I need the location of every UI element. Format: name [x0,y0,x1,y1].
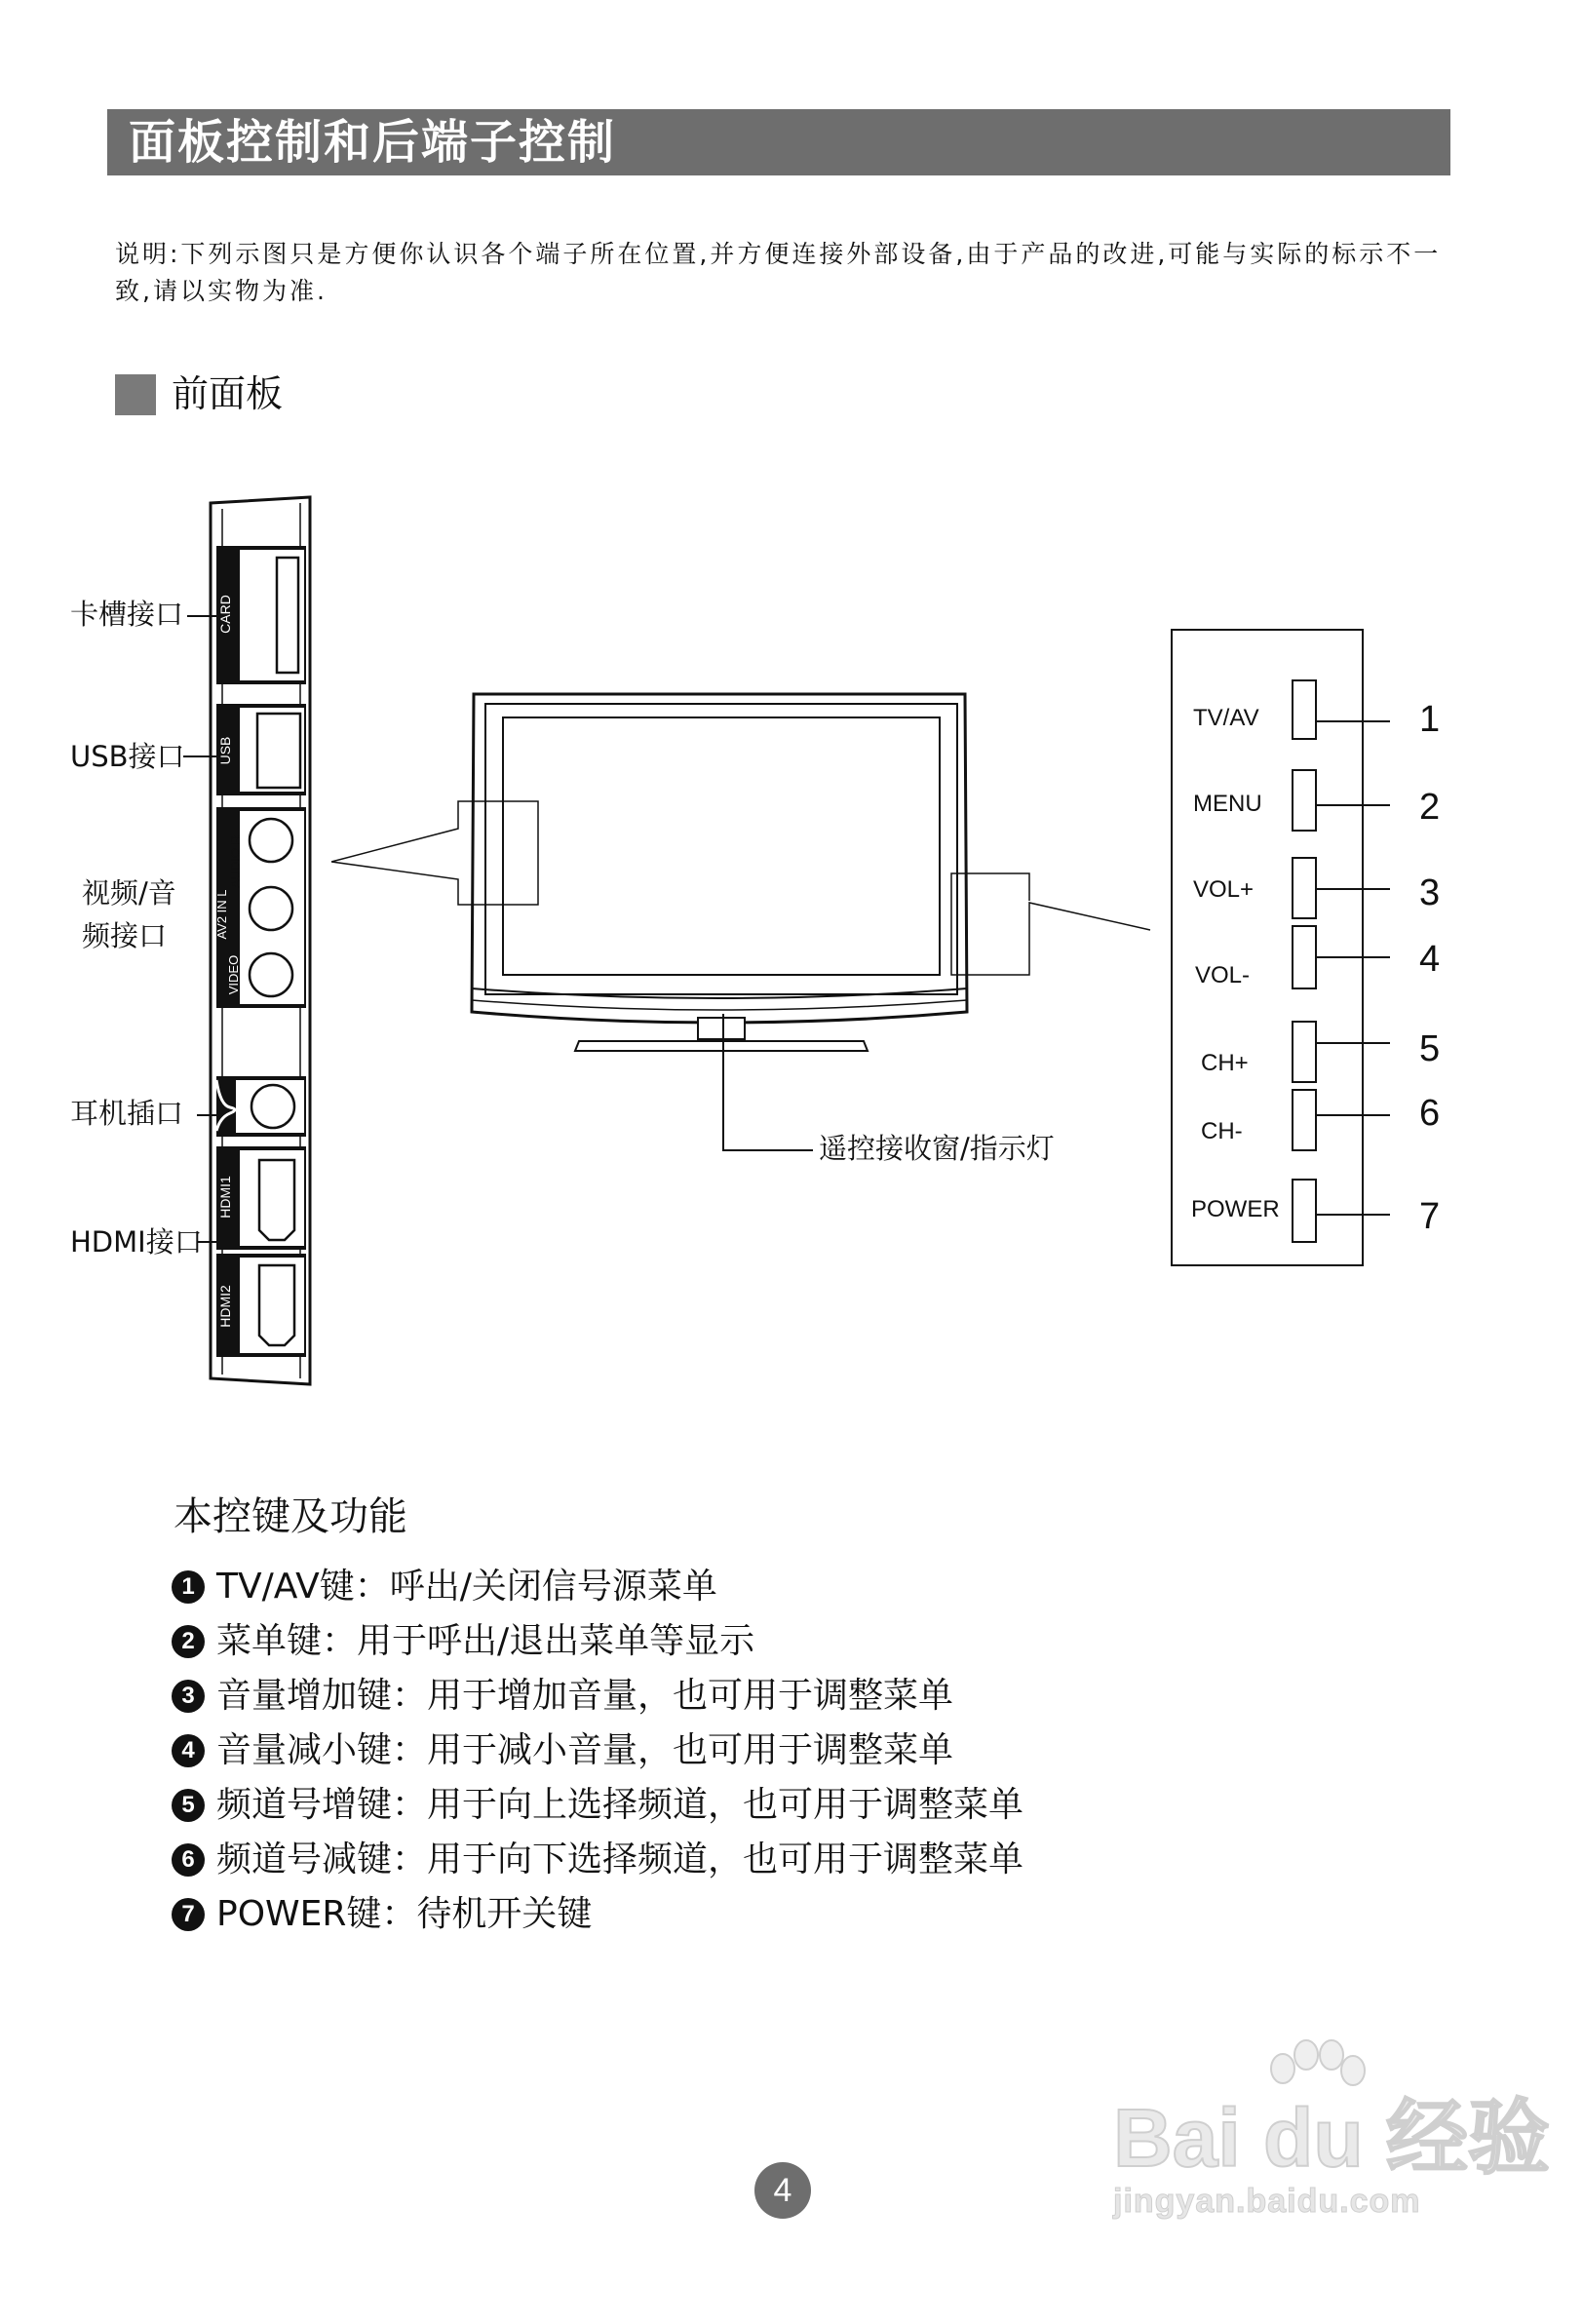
list-item [172,1887,1023,1942]
audio-r-text: AUDIO R [228,834,243,889]
section-title: 前面板 [172,372,284,415]
av-ports [214,807,306,1008]
page-number: 4 [754,2162,811,2219]
hdmi2-port-text: HDMI2 [217,1285,233,1328]
list-item [172,1778,1023,1833]
function-text: 音量增加键：用于增加音量，也可用于调整菜单 [216,1676,954,1716]
page-title: 面板控制和后端子控制 [129,115,617,170]
button-number-5: 5 [1419,1028,1441,1069]
hdmi2-port [216,1254,306,1357]
function-text: 频道号增键：用于向上选择频道，也可用于调整菜单 [216,1785,1024,1825]
function-text: POWER键：待机开关键 [216,1894,593,1934]
function-text: 菜单键：用于呼出/退出菜单等显示 [216,1621,755,1661]
number-badge: 6 [172,1843,205,1877]
list-item [172,1560,1023,1614]
button-label-tvav: TV/AV [1193,705,1259,731]
button-label-chminus: CH- [1201,1118,1243,1144]
headphone-jack [216,1076,306,1137]
hdmi1-port-text: HDMI1 [217,1176,233,1219]
card-label: 卡槽接口 [70,598,184,631]
av-label-line2: 频接口 [82,919,168,952]
remote-sensor-label: 遥控接收窗/指示灯 [819,1132,1055,1165]
number-badge: 5 [172,1789,205,1822]
functions-heading: 本控键及功能 [174,1494,407,1539]
card-port-text: CARD [217,595,233,634]
button-label-volplus: VOL+ [1193,876,1255,903]
functions-list [172,1560,1023,1942]
av-label-line1: 视频/音 [82,876,176,910]
button-label-menu: MENU [1193,791,1262,817]
list-item [172,1669,1023,1724]
hdmi-label: HDMI接口 [70,1225,203,1259]
card-slot [216,546,306,684]
button-number-4: 4 [1419,939,1441,980]
button-number-7: 7 [1419,1196,1441,1237]
number-badge: 2 [172,1625,205,1658]
headphone-label: 耳机插口 [70,1097,184,1130]
button-number-6: 6 [1419,1093,1441,1134]
usb-port-text: USB [217,736,233,765]
number-badge: 3 [172,1680,205,1713]
list-item [172,1833,1023,1887]
av2-in-l-text: AV2 IN L [214,889,229,940]
usb-port [216,704,306,795]
tv-drawing [472,694,967,1051]
number-badge: 4 [172,1734,205,1767]
usb-label: USB接口 [70,740,185,773]
number-badge: 1 [172,1570,205,1604]
button-number-2: 2 [1419,787,1441,828]
function-text: 音量减小键：用于减小音量，也可用于调整菜单 [216,1730,954,1770]
button-label-power: POWER [1191,1196,1280,1222]
watermark-url: jingyan.baidu.com [1113,2183,1421,2220]
function-text: TV/AV键：呼出/关闭信号源菜单 [216,1567,717,1607]
list-item [172,1614,1023,1669]
number-badge: 7 [172,1898,205,1931]
hdmi1-port [216,1146,306,1250]
watermark-brand: Bai du 经验 [1113,2092,1551,2184]
button-number-3: 3 [1419,872,1441,913]
function-text: 频道号减键：用于向下选择频道，也可用于调整菜单 [216,1840,1024,1879]
list-item [172,1724,1023,1778]
video-port-text: VIDEO [226,954,241,995]
button-label-volminus: VOL- [1195,962,1251,988]
intro-text: 说明:下列示图只是方便你认识各个端子所在位置,并方便连接外部设备,由于产品的改进,可能与实际的标示不一致,请以实物为准. [115,240,1442,305]
button-label-chplus: CH+ [1201,1050,1249,1076]
button-number-1: 1 [1419,699,1441,740]
